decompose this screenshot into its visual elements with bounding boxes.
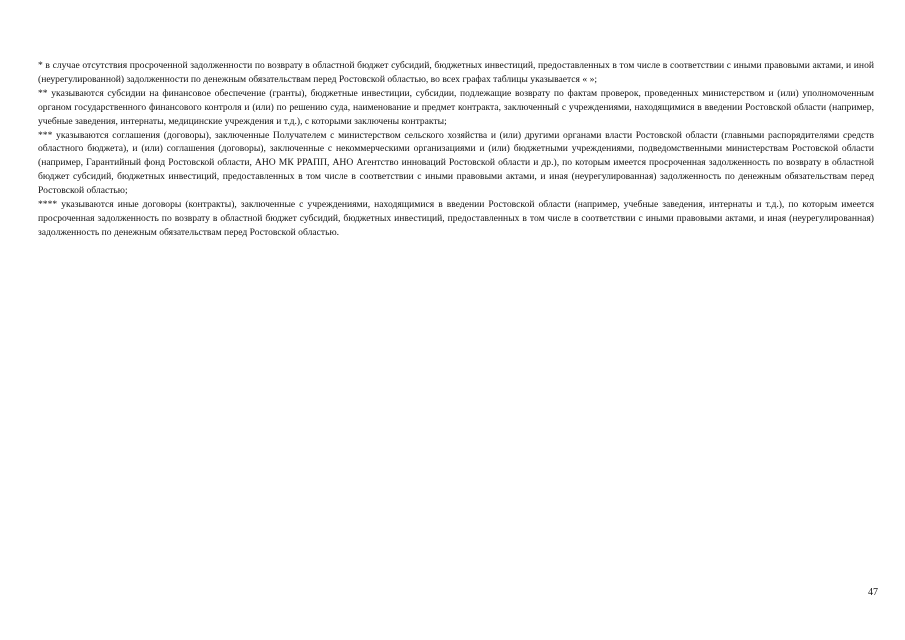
footnote-3: *** указываются соглашения (договоры), заключенные Получателем с министерством сельского хозяйства и (или) другими органами власти Ростовской области (главными распорядителями средств областного бюджета), и (или) соглашения (договоры), заключенные с некоммерческими организациями и (или) бюджетными учреждениями, подведомственными министерствам Ростовской области (например, Гарантийный фонд Ростовской области, АНО МК РРАПП, АНО Агентство инноваций Ростовской области и др.), по которым имеется просроченная задолженность по возврату в областной бюджет субсидий, бюджетных инвестиций, предоставленных в том числе в соответствии с иными правовыми актами, и иная (неурегулированная) задолженность по денежным обязательствам перед Ростовской областью; (38, 129, 874, 197)
footnote-1: * в случае отсутствия просроченной задолженности по возврату в областной бюджет субсидий, бюджетных инвестиций, предоставленных в том числе в соответствии с иными правовыми актами, и иной (неурегулированной) задолженности по денежным обязательствам перед Ростовской областью, во всех графах таблицы указывается « »; (38, 60, 874, 85)
footnote-4: **** указываются иные договоры (контракты), заключенные с учреждениями, находящимися в введении Ростовской области (например, учебные заведения, интернаты и т.д.), по которым имеется просроченная задолженность по возврату в областной бюджет субсидий, бюджетных инвестиций, предоставленных в том числе в соответствии с иными правовыми актами, и иная (неурегулированная) задолженность по денежным обязательствам перед Ростовской областью. (38, 199, 874, 238)
footnotes-block (38, 59, 874, 240)
page-number: 47 (868, 587, 878, 598)
footnote-2: ** указываются субсидии на финансовое обеспечение (гранты), бюджетные инвестиции, субсидии, подлежащие возврату по фактам проверок, проведенных министерством и (или) уполномоченным органом государственного финансового контроля и (или) по решению суда, наименование и предмет контракта, заключенный с учреждениями, находящимися в введении Ростовской области (например, учебные заведения, интернаты, медицинские учреждения и т.д.), с которыми заключены контракты; (38, 87, 874, 127)
